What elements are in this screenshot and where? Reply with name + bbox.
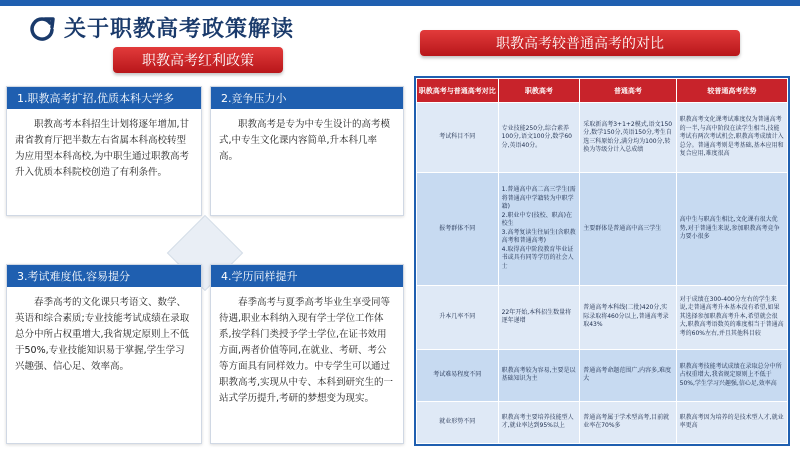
table-row (417, 173, 788, 285)
table-cell: 职教高考技能考试成绩在录取总分中所占权重增大,我省规定原则上不低于50%,学生学习兴趣强,信心足,效率高 (676, 349, 787, 401)
table-cell: 专业技能250分,综合素养100分,语文100分,数学60分,英语40分。 (498, 103, 580, 173)
policy-card-4 (210, 264, 404, 444)
card-heading: 1.职教高考扩招,优质本科大学多 (7, 87, 201, 109)
policy-card-3 (6, 264, 202, 444)
table-cell: 考试难易程度不同 (417, 349, 499, 401)
table-cell: 对于成绩在300-400分左右的学生来说,走普通高考升本基本没有希望,如果其选择参加职教高考升本,希望就会很大,职教高考语数英的难度相当于普通高考的60%左右,并且其他科目较 (676, 285, 787, 349)
right-banner: 职教高考较普通高考的对比 (420, 30, 740, 56)
column-header: 较普通高考优势 (676, 79, 787, 103)
table-cell: 考试科目不同 (417, 103, 499, 173)
table-row (417, 401, 788, 443)
table-cell: 普通高考本科线(二批)420分,实际录取将460分以上,普通高考录取43% (580, 285, 676, 349)
table-cell: 22年开始,本科招生数量将逐年递增 (498, 285, 580, 349)
card-heading: 2.竞争压力小 (211, 87, 403, 109)
policy-card-1 (6, 86, 202, 216)
table-cell: 职教高考文化课考试难度仅为普通高考的一半,与高中阶段在读学生相当,技能考试有两次考试机会,职教高考成绩计入总分。普通高考则是考基础,基本应用和复合应用,难度很高 (676, 103, 787, 173)
page-number: 7 (791, 433, 796, 441)
table-cell: 报考群体不同 (417, 173, 499, 285)
table-cell: 高中生与职高生相比,文化课有很大优势,对于普通生来说,参加职教高考竞争力要小很多 (676, 173, 787, 285)
title-area (28, 12, 294, 43)
comparison-table-container (414, 76, 790, 446)
policy-panel (6, 86, 404, 448)
table-cell: 升本几率不同 (417, 285, 499, 349)
table-header-row (417, 79, 788, 103)
table-cell: 职教高考因为培养的是技术型人才,就业率更高 (676, 401, 787, 443)
table-cell: 普通高考命题范围广,内容多,难度大 (580, 349, 676, 401)
table-cell: 职教高考主要培养技能型人才,就业率达到95%以上 (498, 401, 580, 443)
left-banner: 职教高考红利政策 (113, 47, 283, 73)
column-header: 职教高考与普通高考对比 (417, 79, 499, 103)
table-cell: 主要群体是普通高中高三学生 (580, 173, 676, 285)
table-row (417, 285, 788, 349)
table-row (417, 103, 788, 173)
comparison-table (416, 78, 788, 444)
top-accent-bar (0, 0, 800, 6)
column-header: 普通高考 (580, 79, 676, 103)
card-text: 春季高考与夏季高考毕业生享受同等待遇,职业本科纳入现有学士学位工作体系,按学科门类授予学士学位,在证书效用方面,两者价值等同,在就业、考研、考公等方面具有同样效力。中专学生可以通过职教高考,实现从中专、本科到研究生的一站式学历提升,考研的梦想变为现实。 (219, 297, 394, 404)
table-cell: 采取新高考3+1+2模式,语文150分,数学150分,英语150分,考生自选三科原始分,满分均为100分,转换为等级分计入总成绩 (580, 103, 676, 173)
table-cell: 就业形势不同 (417, 401, 499, 443)
table-row (417, 349, 788, 401)
page-title: 关于职教高考政策解读 (64, 17, 295, 42)
card-heading: 4.学历同样提升 (211, 265, 403, 287)
card-text: 职教高考是专为中专生设计的高考模式,中专生文化课内容简单,升本科几率高。 (219, 119, 391, 162)
table-cell: 职教高考较为容易,主要是以基础知识为主 (498, 349, 580, 401)
card-heading: 3.考试难度低,容易提分 (7, 265, 201, 287)
refresh-arrow-icon (28, 14, 56, 42)
card-text: 职教高考本科招生计划将逐年增加,甘肃省教育厅把半数左右省属本科高校转型为应用型本科高校,为中职生通过职教高考升入优质本科院校创造了有利条件。 (15, 119, 190, 178)
table-cell: 普通高考属于学术型高考,目前就业率在70%多 (580, 401, 676, 443)
card-text: 春季高考的文化课只考语文、数学、英语和综合素质;专业技能考试成绩在录取总分中所占权重增大,我省规定原则上不低于50%,专业技能知识易于掌握,学生学习兴趣强、信心足、效率高。 (15, 297, 190, 372)
table-cell: 1.普通高中高二高三学生(需将普通高中学籍转为中职学籍) 2.职业中专(技校、职高)在校生 3.高考复读生往届生(含职教高考和普通高考) 4.取得高中阶段教育毕业证书或具有同等学历的社会人士 (498, 173, 580, 285)
policy-card-2 (210, 86, 404, 216)
column-header: 职教高考 (498, 79, 580, 103)
